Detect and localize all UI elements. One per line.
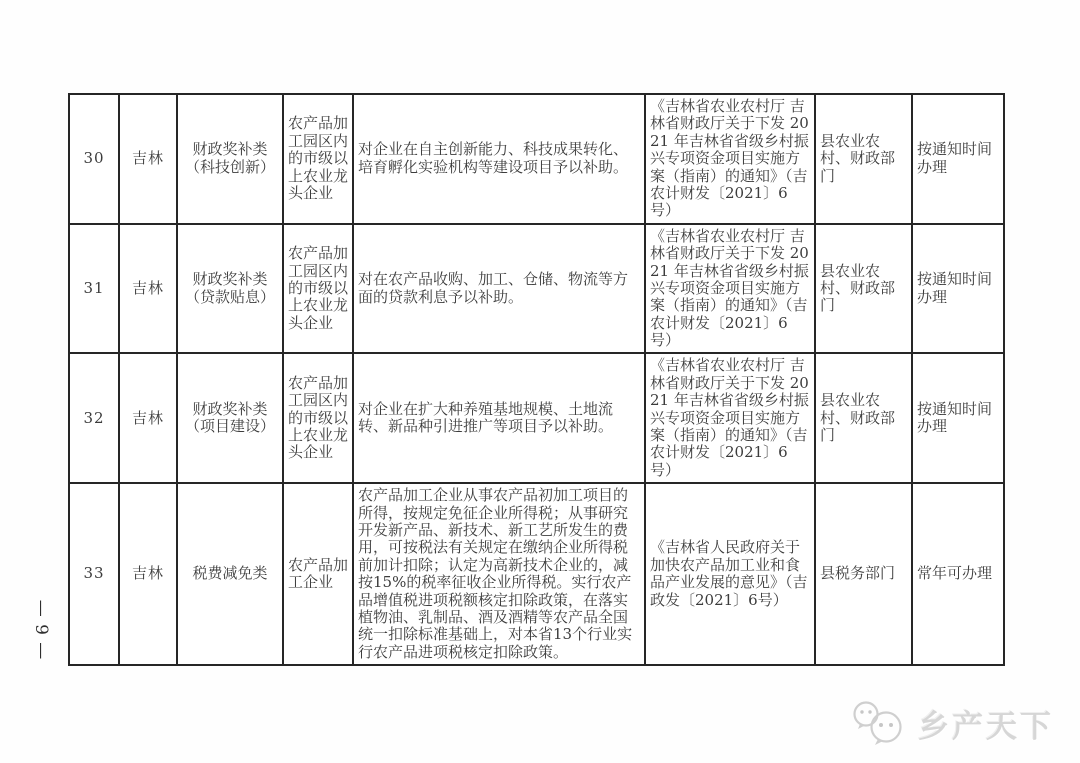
department-cell: 县农业农村、财政部门 xyxy=(815,224,912,354)
policy-table xyxy=(68,93,1005,666)
department-cell: 县税务部门 xyxy=(815,483,912,665)
province-cell: 吉林 xyxy=(119,353,177,483)
row-number-cell: 30 xyxy=(69,94,119,224)
handling-time-cell: 常年可办理 xyxy=(912,483,1004,665)
policy-basis-cell: 《吉林省农业农村厅 吉林省财政厅关于下发 2021 年吉林省省级乡村振兴专项资金项目实施方案（指南）的通知》（吉农计财发〔2021〕6号） xyxy=(645,353,815,483)
province-cell: 吉林 xyxy=(119,224,177,354)
row-number-cell: 33 xyxy=(69,483,119,665)
table-row xyxy=(69,353,1004,483)
department-cell: 县农业农村、财政部门 xyxy=(815,353,912,483)
table-row xyxy=(69,483,1004,665)
handling-time-cell: 按通知时间办理 xyxy=(912,224,1004,354)
policy-type-cell: 财政奖补类（贷款贴息） xyxy=(177,224,283,354)
table-row xyxy=(69,224,1004,354)
content-cell: 对企业在扩大种养殖基地规模、土地流转、新品种引进推广等项目予以补助。 xyxy=(353,353,645,483)
watermark xyxy=(848,699,1054,747)
chat-bubbles-logo-icon xyxy=(848,699,910,747)
policy-type-cell: 税费减免类 xyxy=(177,483,283,665)
handling-time-cell: 按通知时间办理 xyxy=(912,94,1004,224)
province-cell: 吉林 xyxy=(119,94,177,224)
content-cell: 对在农产品收购、加工、仓储、物流等方面的贷款利息予以补助。 xyxy=(353,224,645,354)
page-number: — 9 — xyxy=(31,599,51,661)
row-number-cell: 32 xyxy=(69,353,119,483)
policy-basis-cell: 《吉林省农业农村厅 吉林省财政厅关于下发 2021 年吉林省省级乡村振兴专项资金项目实施方案（指南）的通知》（吉农计财发〔2021〕6号） xyxy=(645,94,815,224)
target-cell: 农产品加工园区内的市级以上农业龙头企业 xyxy=(283,353,353,483)
handling-time-cell: 按通知时间办理 xyxy=(912,353,1004,483)
policy-type-cell: 财政奖补类（项目建设） xyxy=(177,353,283,483)
target-cell: 农产品加工园区内的市级以上农业龙头企业 xyxy=(283,94,353,224)
content-cell: 农产品加工企业从事农产品初加工项目的所得，按规定免征企业所得税；从事研究开发新产品、新技术、新工艺所发生的费用，可按税法有关规定在缴纳企业所得税前加计扣除；认定为高新技术企业的，减按15%的税率征收企业所得税。实行农产品增值税进项税额核定扣除政策，在落实植物油、乳制品、酒及酒精等农产品全国统一扣除标准基础上，对本省13个行业实行农产品进项税核定扣除政策。 xyxy=(353,483,645,665)
policy-type-cell: 财政奖补类（科技创新） xyxy=(177,94,283,224)
province-cell: 吉林 xyxy=(119,483,177,665)
brand-text: 乡产天下 xyxy=(918,708,1054,744)
policy-basis-cell: 《吉林省农业农村厅 吉林省财政厅关于下发 2021 年吉林省省级乡村振兴专项资金项目实施方案（指南）的通知》（吉农计财发〔2021〕6号） xyxy=(645,224,815,354)
department-cell: 县农业农村、财政部门 xyxy=(815,94,912,224)
content-cell: 对企业在自主创新能力、科技成果转化、培育孵化实验机构等建设项目予以补助。 xyxy=(353,94,645,224)
row-number-cell: 31 xyxy=(69,224,119,354)
policy-basis-cell: 《吉林省人民政府关于加快农产品加工业和食品产业发展的意见》（吉政发〔2021〕6号） xyxy=(645,483,815,665)
target-cell: 农产品加工企业 xyxy=(283,483,353,665)
target-cell: 农产品加工园区内的市级以上农业龙头企业 xyxy=(283,224,353,354)
table-row xyxy=(69,94,1004,224)
